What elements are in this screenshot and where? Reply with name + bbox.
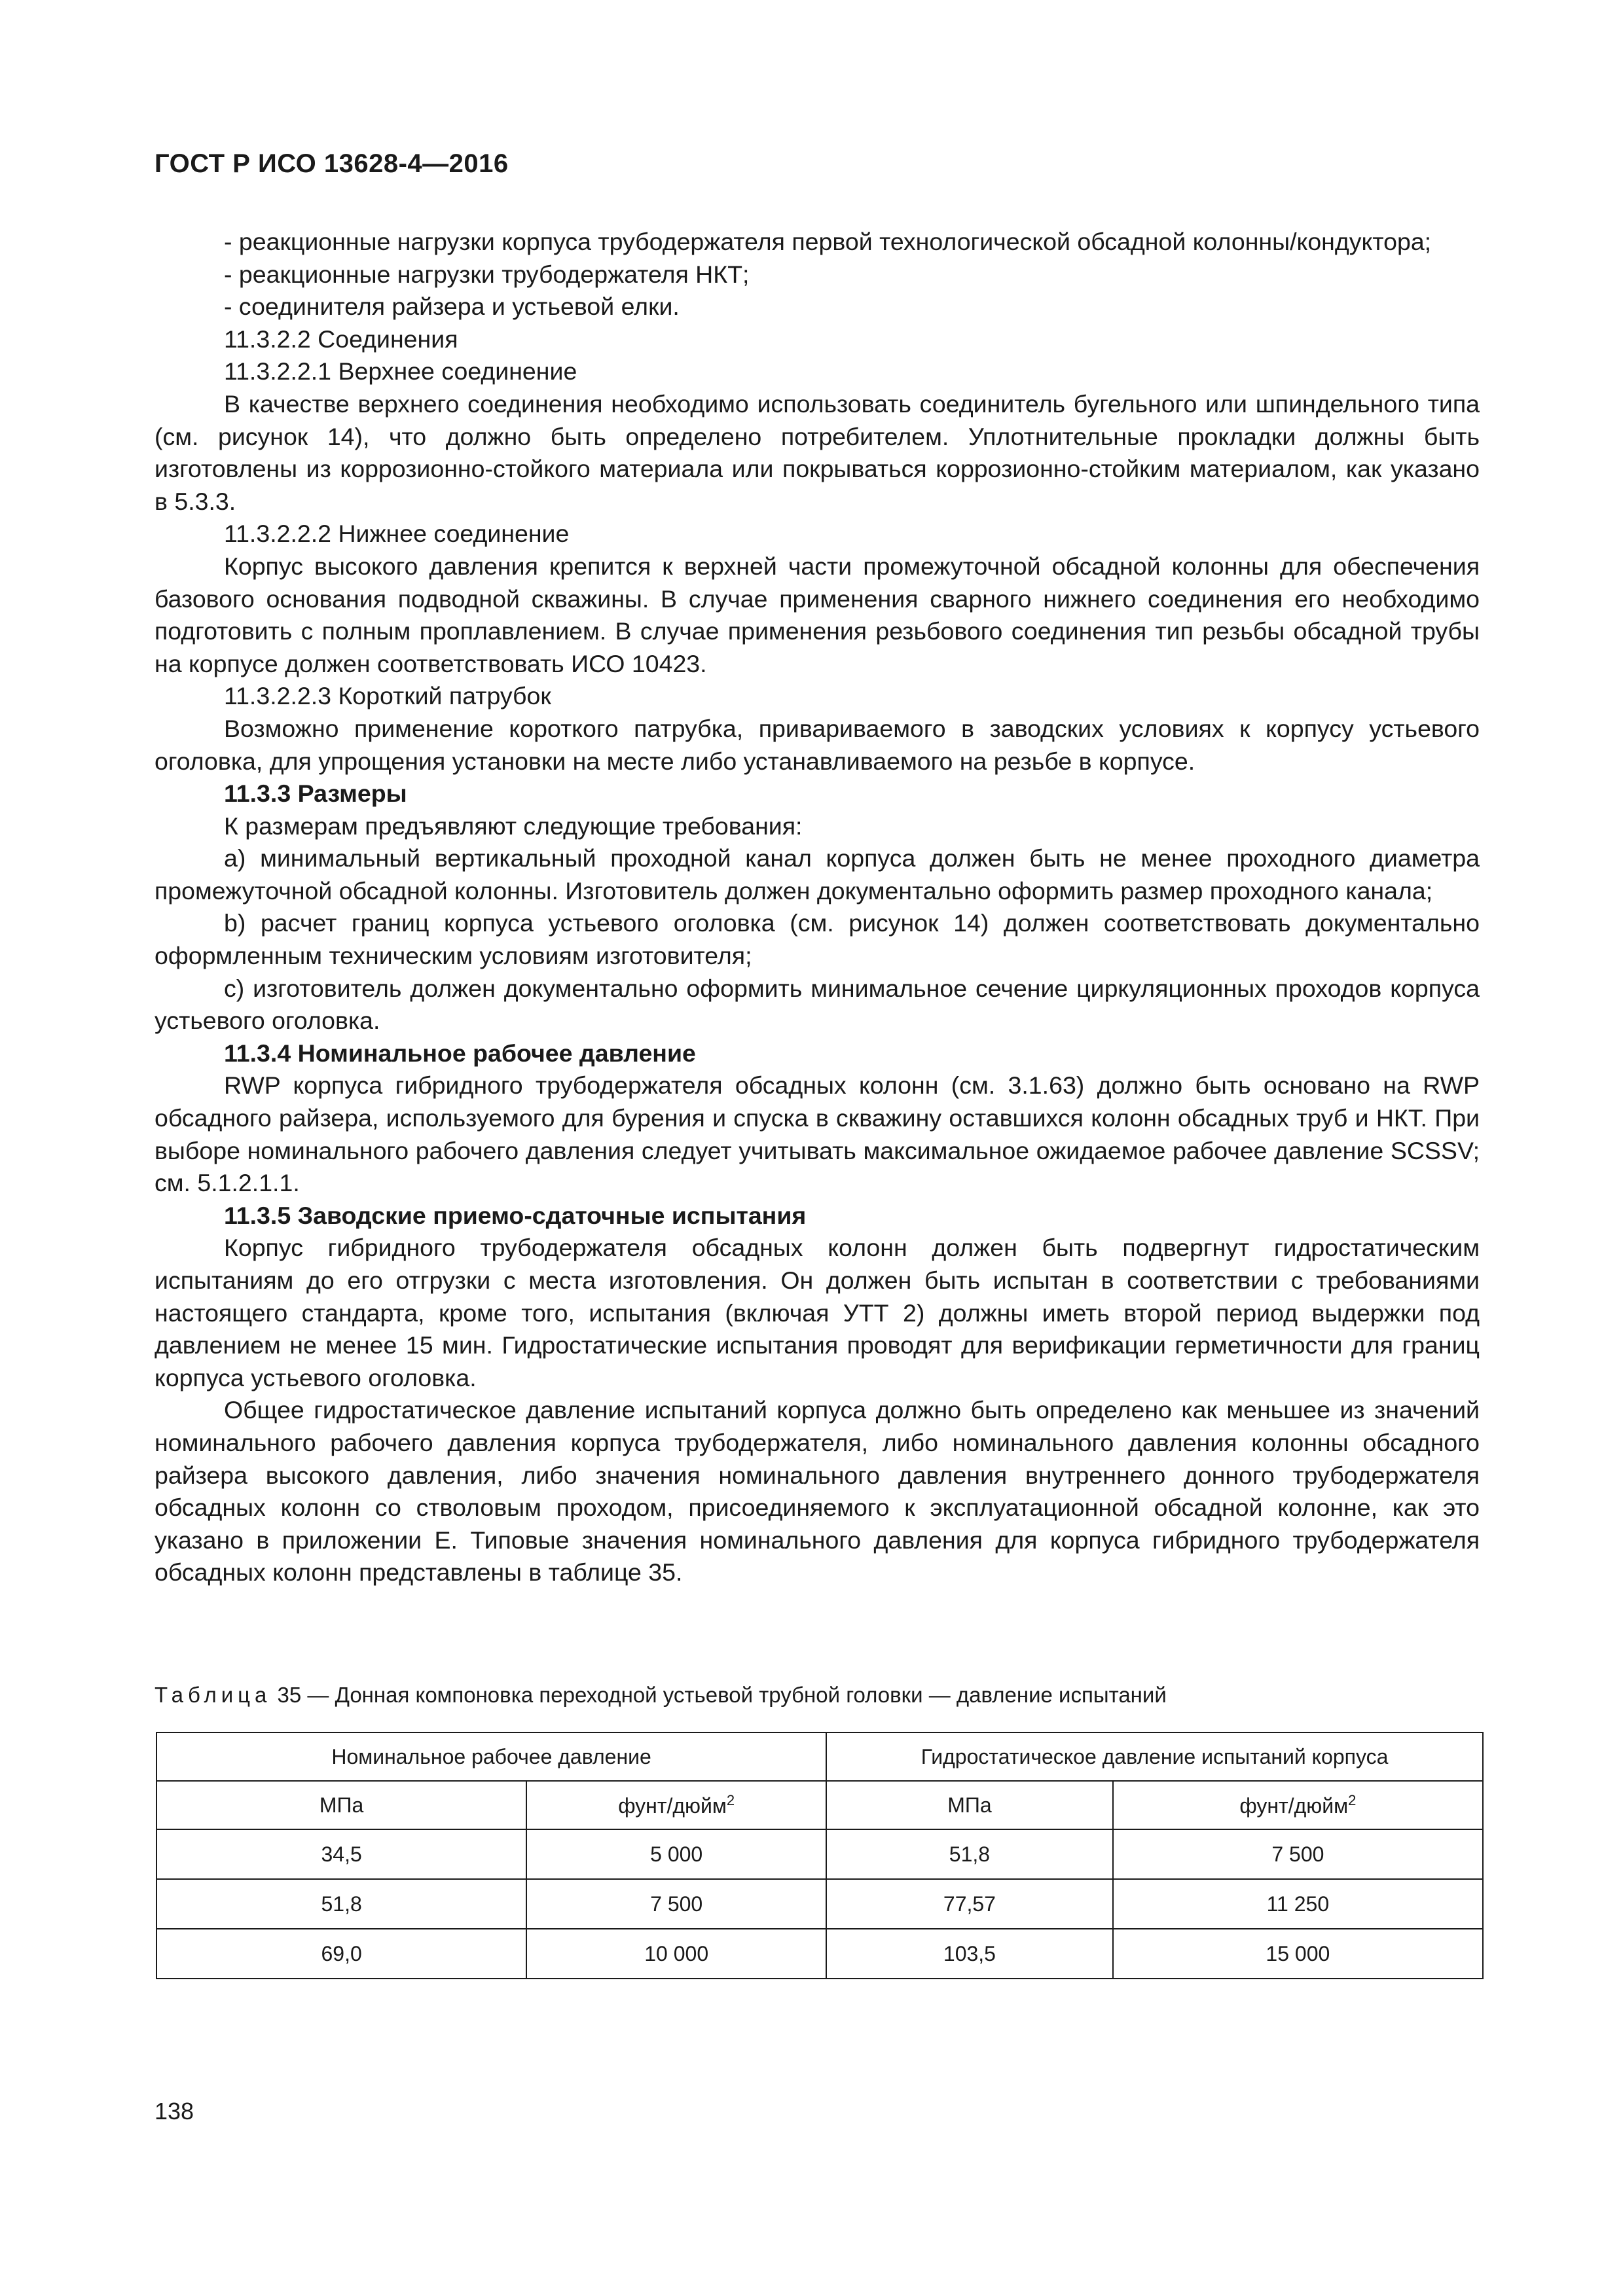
table-column-header: МПа xyxy=(156,1781,526,1829)
table-column-header: МПа xyxy=(826,1781,1113,1829)
list-item: b) расчет границ корпуса устьевого оголовка (см. рисунок 14) должен соответствовать документально оформленным техническим условиям изготовителя; xyxy=(155,909,1480,970)
table-row xyxy=(156,1929,1483,1979)
pressure-table xyxy=(156,1732,1484,1979)
table-cell: 15 000 xyxy=(1113,1929,1483,1979)
superscript: 2 xyxy=(726,1792,735,1808)
table-cell: 103,5 xyxy=(826,1929,1113,1979)
section-heading: 11.3.2.2.2 Нижнее соединение xyxy=(224,520,570,548)
table-cell: 51,8 xyxy=(826,1829,1113,1879)
table-caption xyxy=(155,1681,1484,1710)
table-cell: 69,0 xyxy=(156,1929,526,1979)
table-cell: 51,8 xyxy=(156,1879,526,1929)
table-cell: 10 000 xyxy=(526,1929,826,1979)
list-item: - соединителя райзера и устьевой елки. xyxy=(224,293,680,321)
table-cell: 77,57 xyxy=(826,1879,1113,1929)
paragraph: Корпус гибридного трубодержателя обсадных колонн должен быть подвергнут гидростатическим испытаниям до его отгрузки с места изготовления. Он должен быть испытан в соответствии с требованиями настоящего стандарта, кроме того, испытания (включая УТТ 2) должны иметь второй период выдержки под давлением не менее 15 мин. Гидростатические испытания проводят для верификации герметичности для границ корпуса устьевого оголовка. xyxy=(155,1234,1480,1391)
list-item: а) минимальный вертикальный проходной канал корпуса должен быть не менее проходного диаметра промежуточной обсадной колонны. Изготовитель должен документально оформить размер проходного канала; xyxy=(155,844,1480,905)
table-group-header: Номинальное рабочее давление xyxy=(156,1732,826,1781)
table-row xyxy=(156,1829,1483,1879)
table-cell: 5 000 xyxy=(526,1829,826,1879)
paragraph: Общее гидростатическое давление испытаний корпуса должно быть определено как меньшее из значений номинального рабочего давления корпуса трубодержателя, либо номинального давления колонны обсадного райзера высокого давления, либо значения номинального давления внутреннего донного трубодержателя обсадных колонн со стволовым проходом, присоединяемого к эксплуатационной обсадной колонне, как это указано в приложении Е. Типовые значения номинального давления для корпуса гибридного трубодержателя обсадных колонн представлены в таблице 35. xyxy=(155,1396,1480,1587)
list-item: - реакционные нагрузки трубодержателя НКТ; xyxy=(224,260,750,288)
paragraph: Корпус высокого давления крепится к верхней части промежуточной обсадной колонны для обеспечения базового основания подводной скважины. В случае применения сварного нижнего соединения его необходимо подготовить с полным проплавлением. В случае применения резьбового соединения тип резьбы обсадной трубы на корпусе должен соответствовать ИСО 10423. xyxy=(155,552,1480,677)
table-cell: 11 250 xyxy=(1113,1879,1483,1929)
table-sub-header-row xyxy=(156,1781,1483,1829)
section-heading: 11.3.5 Заводские приемо-сдаточные испытания xyxy=(224,1201,807,1229)
paragraph: RWP корпуса гибридного трубодержателя обсадных колонн (см. 3.1.63) должно быть основано на RWP обсадного райзера, используемого для бурения и спуска в скважину оставшихся колонн обсадных труб и НКТ. При выборе номинального рабочего давления следует учитывать максимальное ожидаемое рабочее давление SCSSV; см. 5.1.2.1.1. xyxy=(155,1071,1480,1197)
table-caption-prefix: Таблица xyxy=(155,1683,272,1707)
table-group-header-row xyxy=(156,1732,1483,1781)
section-heading: 11.3.2.2.1 Верхнее соединение xyxy=(224,357,577,386)
paragraph: Возможно применение короткого патрубка, привариваемого в заводских условиях к корпусу устьевого оголовка, для упрощения установки на месте либо устанавливаемого на резьбе в корпусе. xyxy=(155,714,1480,775)
section-heading: 11.3.3 Размеры xyxy=(224,780,407,808)
section-heading: 11.3.2.2 Соединения xyxy=(224,325,458,353)
table-cell: 34,5 xyxy=(156,1829,526,1879)
table-group-header: Гидростатическое давление испытаний корпуса xyxy=(826,1732,1483,1781)
document-header: ГОСТ Р ИСО 13628-4—2016 xyxy=(155,149,509,178)
section-heading: 11.3.2.2.3 Короткий патрубок xyxy=(224,682,551,710)
table-column-header: фунт/дюйм$^2$ xyxy=(526,1781,826,1829)
table-row xyxy=(156,1879,1483,1929)
paragraph: К размерам предъявляют следующие требования: xyxy=(224,812,803,840)
superscript: 2 xyxy=(1348,1792,1357,1808)
list-item: - реакционные нагрузки корпуса трубодержателя первой технологической обсадной колонны/кондуктора; xyxy=(224,228,1432,255)
body-text xyxy=(155,226,1480,1589)
section-heading: 11.3.4 Номинальное рабочее давление xyxy=(224,1039,696,1067)
paragraph: В качестве верхнего соединения необходимо использовать соединитель бугельного или шпиндельного типа (см. рисунок 14), что должно быть определено потребителем. Уплотнительные прокладки должны быть изготовлены из коррозионно-стойкого материала или покрываться коррозионно-стойким материалом, как указано в 5.3.3. xyxy=(155,389,1480,515)
table-caption-text: 35 — Донная компоновка переходной устьевой трубной головки — давление испытаний xyxy=(271,1683,1167,1707)
table-cell: 7 500 xyxy=(1113,1829,1483,1879)
table-column-header: фунт/дюйм$^2$ xyxy=(1113,1781,1483,1829)
page-number: 138 xyxy=(155,2098,194,2125)
table-cell: 7 500 xyxy=(526,1879,826,1929)
list-item: с) изготовитель должен документально оформить минимальное сечение циркуляционных проходов корпуса устьевого оголовка. xyxy=(155,974,1480,1035)
